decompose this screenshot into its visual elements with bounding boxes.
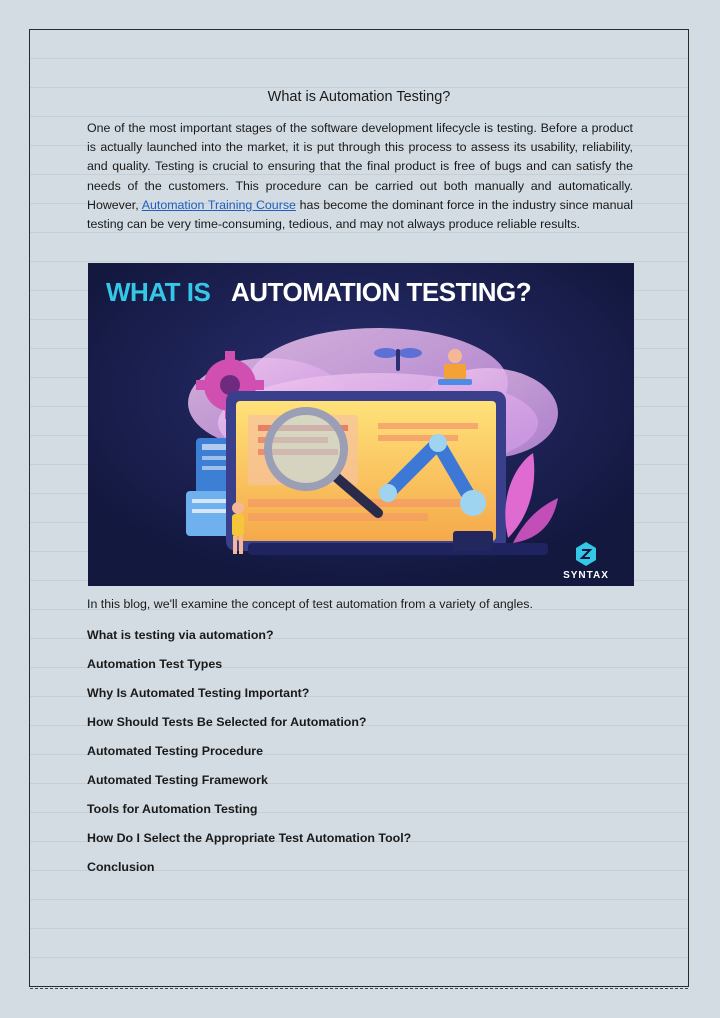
document-page xyxy=(29,29,689,987)
hero-headline-part1: WHAT IS xyxy=(106,277,211,307)
second-paragraph: In this blog, we'll examine the concept of test automation from a variety of angles. xyxy=(87,597,533,611)
toc-item: How Should Tests Be Selected for Automation? xyxy=(87,715,367,729)
intro-text-start: One of the most important stages of the software development lifecycle is testing. Before a product is actually launched into the market, it is put through this process to assess its usability, reliability, and quality. Testing is crucial to ensuring that the final product is free of bugs and can satisfy the needs of the customers. This procedure can be carried out both manually and automatically. However, xyxy=(87,121,633,212)
table-of-contents xyxy=(87,627,411,888)
automation-training-course-link[interactable]: Automation Training Course xyxy=(141,197,296,212)
intro-paragraph xyxy=(87,119,633,234)
document-title: What is Automation Testing? xyxy=(267,89,451,105)
toc-item: Automated Testing Procedure xyxy=(87,744,264,758)
toc-item: Tools for Automation Testing xyxy=(87,802,258,816)
intro-text-end: has become the dominant force in the industry since manual testing can be very time-consuming, tedious, and may not always produce reliable results. xyxy=(87,197,633,232)
toc-item: Automation Test Types xyxy=(87,657,223,671)
toc-item: Why Is Automated Testing Important? xyxy=(87,686,310,700)
hero-image xyxy=(88,263,634,586)
toc-item: How Do I Select the Appropriate Test Automation Tool? xyxy=(87,831,412,845)
toc-item: What is testing via automation? xyxy=(87,628,274,642)
toc-item: Automated Testing Framework xyxy=(87,773,268,787)
syntax-brand-text: SYNTAX xyxy=(563,570,609,581)
hero-headline-part2: AUTOMATION TESTING? xyxy=(231,277,532,307)
toc-item: Conclusion xyxy=(87,860,155,874)
